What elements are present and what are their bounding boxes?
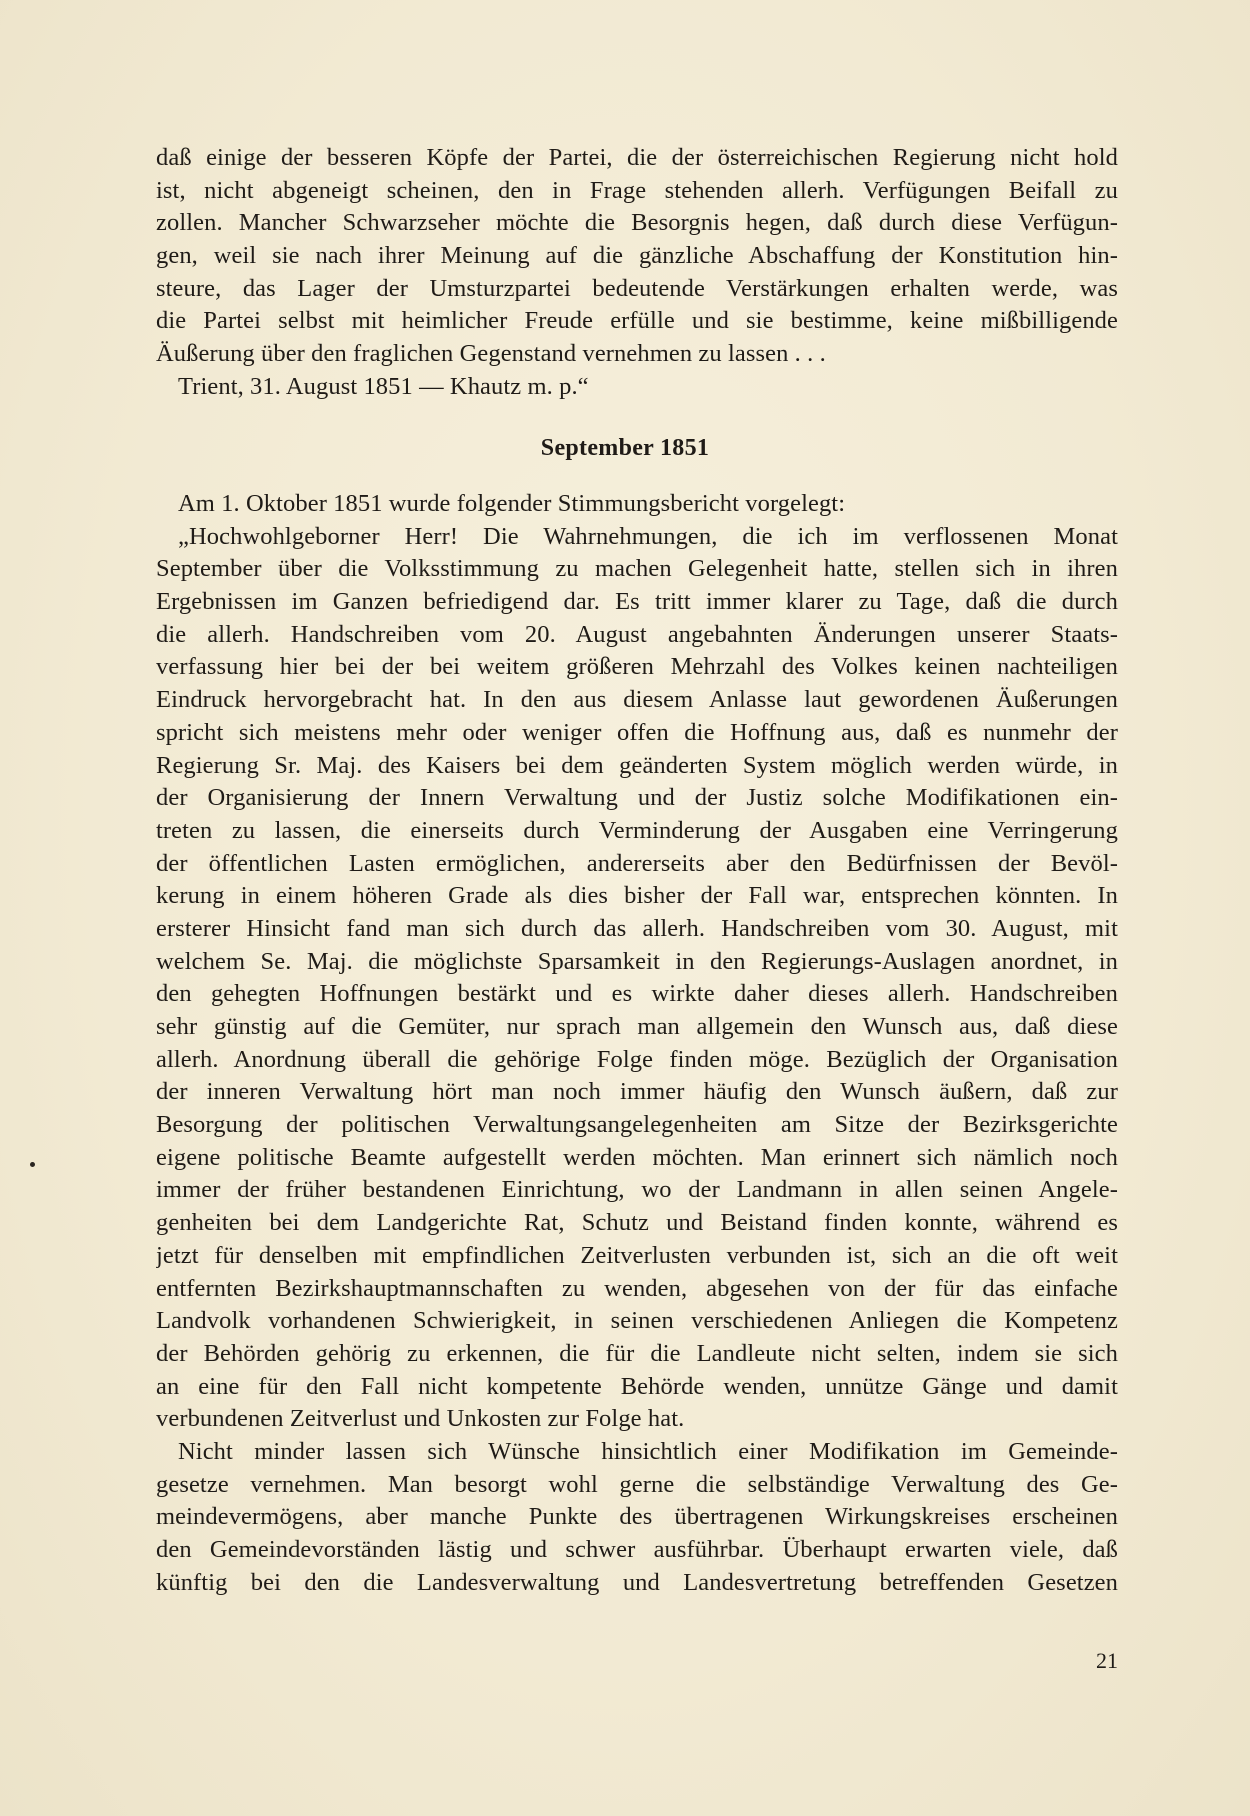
text-line: „Hochwohlgeborner Herr! Die Wahrnehmungen, die ich im verflossenen Monat [178,522,1118,550]
letter-text-top [156,142,1118,404]
text-line: sehr günstig auf die Gemüter, nur sprach man allgemein den Wunsch aus, daß diese [156,1013,1118,1040]
ink-speck [30,1162,35,1167]
text-line: Nicht minder lassen sich Wünsche hinsichtlich einer Modifikation im Gemeinde- [178,1437,1118,1465]
text-line: der Behörden gehörig zu erkennen, die für die Landleute nicht selten, indem sie sich [156,1339,1118,1367]
text-line: Eindruck hervorgebracht hat. In den aus diesem Anlasse laut gewordenen Äußerungen [156,686,1118,714]
text-line: steure, das Lager der Umsturzpartei bedeutende Verstärkungen erhalten werde, was [156,274,1118,302]
report-text-main [156,488,1118,1599]
text-line: treten zu lassen, die einerseits durch Verminderung der Ausgaben eine Verringerung [156,816,1118,844]
text-line: eigene politische Beamte aufgestellt werden möchten. Man erinnert sich nämlich noch [156,1143,1118,1171]
section-heading: September 1851 [540,435,710,461]
text-line: künftig bei den die Landesverwaltung und Landesvertretung betreffenden Gesetzen [156,1568,1118,1596]
text-line: immer der früher bestandenen Einrichtung, wo der Landmann in allen seinen Angele- [156,1176,1118,1204]
text-line: jetzt für denselben mit empfindlichen Zeitverlusten verbunden ist, sich an die oft weit [156,1241,1118,1269]
text-line: den gehegten Hoffnungen bestärkt und es wirkte daher dieses allerh. Handschreiben [156,980,1118,1008]
text-line: Regierung Sr. Maj. des Kaisers bei dem geänderten System möglich werden würde, in [156,751,1118,779]
text-line: Am 1. Oktober 1851 wurde folgender Stimmungsbericht vorgelegt: [178,490,846,517]
text-line: zollen. Mancher Schwarzseher möchte die Besorgnis hegen, daß durch diese Verfügun- [156,209,1118,237]
text-line: den Gemeindevorständen lästig und schwer ausführbar. Überhaupt erwarten viele, daß [156,1536,1118,1563]
signature-line: Trient, 31. August 1851 — Khautz m. p.“ [178,372,589,400]
text-line: die allerh. Handschreiben vom 20. August angebahnten Änderungen unserer Staats- [156,620,1118,648]
text-line: gesetze vernehmen. Man besorgt wohl gerne die selbständige Verwaltung des Ge- [156,1470,1118,1498]
text-line: kerung in einem höheren Grade als dies bisher der Fall war, entsprechen könnten. In [156,882,1118,910]
text-line: an eine für den Fall nicht kompetente Behörde wenden, unnütze Gänge und damit [156,1372,1118,1400]
text-line: der inneren Verwaltung hört man noch immer häufig den Wunsch äußern, daß zur [156,1078,1118,1106]
text-line: gen, weil sie nach ihrer Meinung auf die gänzliche Abschaffung der Konstitution hin- [156,242,1118,270]
text-line: Ergebnissen im Ganzen befriedigend dar. Es tritt immer klarer zu Tage, daß die durch [156,588,1118,616]
text-line: spricht sich meistens mehr oder weniger offen die Hoffnung aus, daß es nunmehr der [156,718,1118,746]
text-line: die Partei selbst mit heimlicher Freude erfülle und sie bestimme, keine mißbilligende [156,307,1118,335]
text-line: Besorgung der politischen Verwaltungsangelegenheiten am Sitze der Bezirksgerichte [156,1111,1118,1139]
text-line: verbundenen Zeitverlust und Unkosten zur Folge hat. [156,1405,685,1433]
text-line: welchem Se. Maj. die möglichste Sparsamkeit in den Regierungs-Auslagen anordnet, in [156,947,1118,975]
text-line: September über die Volksstimmung zu machen Gelegenheit hatte, stellen sich in ihren [156,555,1118,583]
text-line: der Organisierung der Innern Verwaltung und der Justiz solche Modifikationen ein- [156,784,1118,812]
text-line: daß einige der besseren Köpfe der Partei, die der österreichischen Regierung nicht hold [156,144,1118,171]
text-line: ist, nicht abgeneigt scheinen, den in Frage stehenden allerh. Verfügungen Beifall zu [156,176,1118,204]
text-line: entfernten Bezirkshauptmannschaften zu wenden, abgesehen von der für das einfache [156,1274,1118,1302]
page-number: 21 [1096,1648,1118,1673]
text-line: allerh. Anordnung überall die gehörige Folge finden möge. Bezüglich der Organisation [156,1045,1118,1073]
text-line: Landvolk vorhandenen Schwierigkeit, in seinen verschiedenen Anliegen die Kompetenz [156,1307,1118,1335]
text-line: meindevermögens, aber manche Punkte des übertragenen Wirkungskreises erscheinen [156,1503,1118,1531]
text-line: der öffentlichen Lasten ermöglichen, andererseits aber den Bedürfnissen der Bevöl- [156,849,1118,877]
text-line: verfassung hier bei der bei weitem größeren Mehrzahl des Volkes keinen nachteiligen [156,653,1118,681]
text-line: Äußerung über den fraglichen Gegenstand vernehmen zu lassen . . . [156,340,826,368]
text-line: genheiten bei dem Landgerichte Rat, Schutz und Beistand finden konnte, während es [156,1209,1118,1237]
text-line: ersterer Hinsicht fand man sich durch das allerh. Handschreiben vom 30. August, mit [156,914,1118,942]
